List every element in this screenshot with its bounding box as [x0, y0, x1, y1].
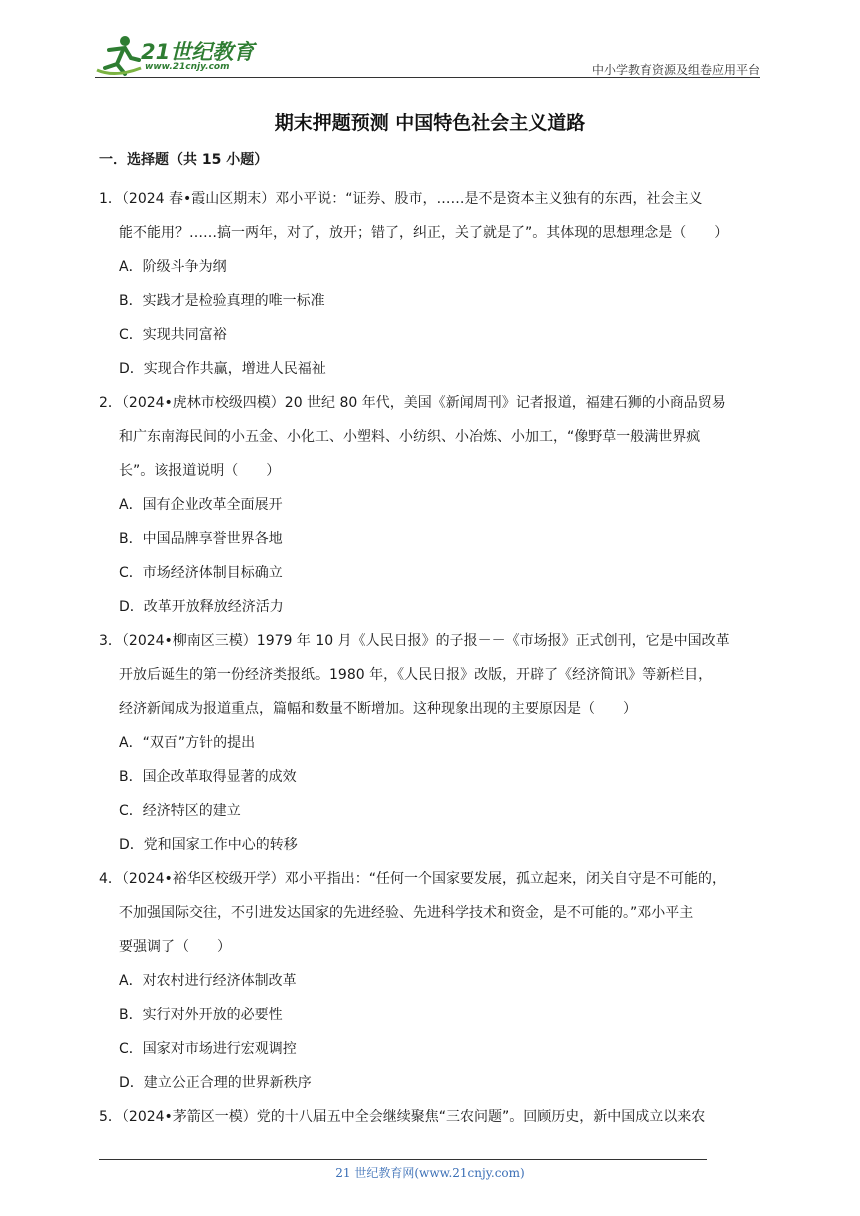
- question-text-line: 经济新闻成为报道重点，篇幅和数量不断增加。这种现象出现的主要原因是（ ）: [119, 701, 637, 717]
- answer-option: C．市场经济体制目标确立: [119, 565, 283, 581]
- answer-option: B．实行对外开放的必要性: [119, 1007, 283, 1023]
- answer-option: D．改革开放释放经济活力: [119, 599, 284, 615]
- page-header: [95, 28, 760, 80]
- answer-option: C．国家对市场进行宏观调控: [119, 1041, 297, 1057]
- runner-logo-icon: [95, 34, 143, 78]
- page-title: 期末押题预测 中国特色社会主义道路: [274, 112, 586, 134]
- question-item: [99, 1100, 763, 1134]
- logo-url: www.21cnjy.com: [145, 62, 230, 72]
- question-text-line: 不加强国际交往，不引进发达国家的先进经验、先进科学技术和资金，是不可能的。”邓小平主: [119, 905, 694, 921]
- question-item: [99, 386, 763, 624]
- question-text-line: 开放后诞生的第一份经济类报纸。1980 年，《人民日报》改版，开辟了《经济简讯》等新栏目，: [119, 667, 713, 683]
- question-text-line: 长”。该报道说明（ ）: [119, 463, 281, 479]
- question-text-line: 5．（2024•茅箭区一模）党的十八届五中全会继续聚焦“三农问题”。回顾历史，新中国成立以来农: [99, 1109, 706, 1125]
- answer-option: A．阶级斗争为纲: [119, 259, 227, 275]
- question-text-line: 和广东南海民间的小五金、小化工、小塑料、小纺织、小冶炼、小加工，“像野草一般满世界疯: [119, 429, 701, 445]
- answer-option: C．经济特区的建立: [119, 803, 241, 819]
- platform-name: 中小学教育资源及组卷应用平台: [591, 63, 760, 77]
- question-text-line: 要强调了（ ）: [119, 939, 231, 955]
- header-divider: [95, 77, 760, 78]
- page-footer: 21 世纪教育网(www.21cnjy.com): [335, 1166, 525, 1180]
- answer-option: D．建立公正合理的世界新秩序: [119, 1075, 312, 1091]
- answer-option: B．中国品牌享誉世界各地: [119, 531, 283, 547]
- answer-option: D．实现合作共赢，增进人民福祉: [119, 361, 326, 377]
- section-heading: 一．选择题（共 15 小题）: [99, 152, 269, 168]
- question-text-line: 3．（2024•柳南区三模）1979 年 10 月《人民日报》的子报－－《市场报》正式创刊，它是中国改革: [99, 633, 730, 649]
- question-text-line: 2．（2024•虎林市校级四模）20 世纪 80 年代，美国《新闻周刊》记者报道，福建石狮的小商品贸易: [99, 395, 726, 411]
- answer-option: C．实现共同富裕: [119, 327, 227, 343]
- logo-text: 21世纪教育: [141, 40, 255, 64]
- question-text-line: 能不能用？……搞一两年，对了，放开；错了，纠正，关了就是了”。其体现的思想理念是（ ）: [119, 225, 729, 241]
- question-item: [99, 624, 763, 862]
- question-item: [99, 182, 763, 386]
- question-text-line: 1．（2024 春•霞山区期末）邓小平说：“证券、股市，……是不是资本主义独有的东西，社会主义: [99, 191, 703, 207]
- answer-option: B．实践才是检验真理的唯一标准: [119, 293, 325, 309]
- answer-option: A．对农村进行经济体制改革: [119, 973, 297, 989]
- answer-option: B．国企改革取得显著的成效: [119, 769, 297, 785]
- question-text-line: 4．（2024•裕华区校级开学）邓小平指出：“任何一个国家要发展，孤立起来，闭关自守是不可能的，: [99, 871, 727, 887]
- question-item: [99, 862, 763, 1100]
- question-list: [99, 148, 763, 1134]
- answer-option: A．“双百”方针的提出: [119, 735, 256, 751]
- answer-option: D．党和国家工作中心的转移: [119, 837, 298, 853]
- site-logo: [95, 34, 265, 78]
- footer-divider: [99, 1159, 707, 1160]
- answer-option: A．国有企业改革全面展开: [119, 497, 283, 513]
